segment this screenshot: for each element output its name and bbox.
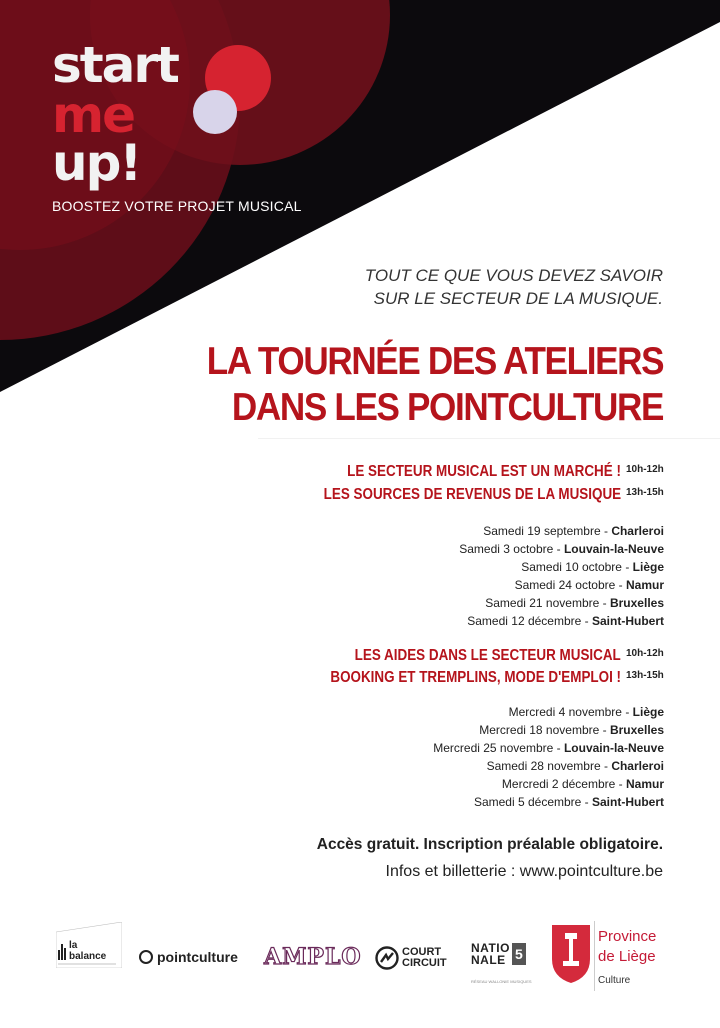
date-separator: - [581, 795, 592, 809]
court-circuit-line-2: CIRCUIT [402, 957, 447, 969]
date-text: Samedi 10 octobre [521, 560, 622, 574]
date-separator: - [621, 705, 633, 719]
date-text: Mercredi 25 novembre [433, 741, 554, 755]
date-text: Samedi 12 décembre [467, 614, 582, 628]
pointculture-text: pointculture [157, 949, 238, 965]
nationale-subtitle: RÉSEAU WALLONIE MUSIQUES [471, 979, 532, 984]
info-link[interactable]: Infos et billetterie : www.pointculture.be [385, 863, 663, 880]
date-row [459, 612, 664, 630]
nationale-5-logo [471, 941, 532, 984]
date-city: Bruxelles [609, 723, 664, 737]
workshop-time: 13h-15h [626, 487, 664, 498]
province-line-1: Province [598, 928, 657, 945]
date-text: Mercredi 2 décembre [501, 777, 616, 791]
province-line-2: de Liège [598, 948, 656, 965]
date-separator: - [621, 560, 633, 574]
date-row [459, 522, 664, 540]
date-separator: - [599, 596, 610, 610]
main-title-line-2: DANS LES POINTCULTURE [231, 386, 663, 429]
workshop-title [267, 486, 664, 504]
intro-line-1: TOUT CE QUE VOUS DEVEZ SAVOIR [364, 266, 663, 285]
province-crest-icon [550, 923, 594, 985]
date-list [459, 522, 664, 630]
pointculture-icon [139, 950, 153, 964]
date-row [459, 540, 664, 558]
date-city: Charleroi [611, 524, 664, 538]
date-text: Samedi 21 novembre [485, 596, 600, 610]
section-divider [258, 438, 720, 439]
date-row [459, 594, 664, 612]
nationale-line-1: NATIO [471, 941, 510, 955]
date-city: Charleroi [611, 759, 664, 773]
date-text: Mercredi 18 novembre [479, 723, 600, 737]
date-row [433, 721, 664, 739]
date-separator: - [553, 741, 564, 755]
amplo-logo: AMPLO [264, 944, 362, 970]
workshop-title [275, 669, 664, 687]
la-balance-logo [56, 922, 122, 968]
province-divider [594, 921, 596, 991]
date-list [433, 703, 664, 811]
la-balance-mark [56, 922, 122, 968]
date-city: Namur [625, 777, 664, 791]
province-culture: Culture [598, 975, 631, 986]
workshop-title [304, 647, 664, 665]
court-circuit-logo [375, 946, 447, 970]
date-city: Louvain-la-Neuve [563, 741, 664, 755]
nationale-number: 5 [512, 943, 526, 965]
date-row [459, 558, 664, 576]
date-row [433, 757, 664, 775]
province-liege-logo [550, 921, 668, 991]
lightning-icon [375, 946, 399, 970]
date-text: Samedi 5 décembre [473, 795, 582, 809]
court-circuit-line-1: COURT [402, 946, 442, 958]
date-row [433, 739, 664, 757]
date-separator: - [599, 723, 610, 737]
court-circuit-text [402, 947, 447, 969]
date-text: Samedi 24 octobre [514, 578, 616, 592]
workshop-name: LES SOURCES DE REVENUS DE LA MUSIQUE [323, 486, 621, 503]
date-city: Louvain-la-Neuve [563, 542, 664, 556]
date-row [433, 703, 664, 721]
intro-line-2: SUR LE SECTEUR DE LA MUSIQUE. [373, 289, 663, 308]
date-row [459, 576, 664, 594]
main-title-line-1: LA TOURNÉE DES ATELIERS [206, 340, 663, 383]
date-city: Liège [632, 705, 664, 719]
la-balance-text-1: la [69, 940, 78, 951]
date-city: Namur [625, 578, 664, 592]
logo-word-up: up! [52, 134, 141, 192]
date-separator: - [600, 524, 612, 538]
date-text: Samedi 19 septembre [483, 524, 601, 538]
date-row [433, 775, 664, 793]
nationale-line-2: NALE [471, 953, 506, 967]
tagline: BOOSTEZ VOTRE PROJET MUSICAL [52, 198, 302, 214]
pointculture-logo [139, 949, 238, 965]
date-city: Bruxelles [609, 596, 664, 610]
logo-word-start: start [52, 36, 178, 94]
nationale-text [471, 942, 510, 966]
date-row [433, 793, 664, 811]
date-city: Liège [632, 560, 664, 574]
date-separator: - [553, 542, 564, 556]
date-text: Samedi 28 novembre [486, 759, 601, 773]
workshop-name: BOOKING ET TREMPLINS, MODE D'EMPLOI ! [330, 669, 621, 686]
date-separator: - [581, 614, 592, 628]
la-balance-text-2: balance [69, 951, 107, 962]
date-city: Saint-Hubert [592, 614, 664, 628]
workshop-name: LE SECTEUR MUSICAL EST UN MARCHÉ ! [347, 463, 621, 480]
access-notice: Accès gratuit. Inscription préalable obligatoire. [316, 836, 663, 853]
date-separator: - [615, 578, 626, 592]
workshop-name: LES AIDES DANS LE SECTEUR MUSICAL [354, 647, 621, 664]
date-separator: - [600, 759, 612, 773]
logo-lavender-dot [193, 90, 237, 134]
date-text: Mercredi 4 novembre [508, 705, 622, 719]
date-separator: - [615, 777, 626, 791]
workshop-time: 10h-12h [626, 648, 664, 659]
workshop-title [295, 463, 664, 481]
date-text: Samedi 3 octobre [459, 542, 554, 556]
logo-word-me: me [52, 86, 135, 144]
workshop-time: 10h-12h [626, 464, 664, 475]
workshop-time: 13h-15h [626, 670, 664, 681]
date-city: Saint-Hubert [592, 795, 664, 809]
